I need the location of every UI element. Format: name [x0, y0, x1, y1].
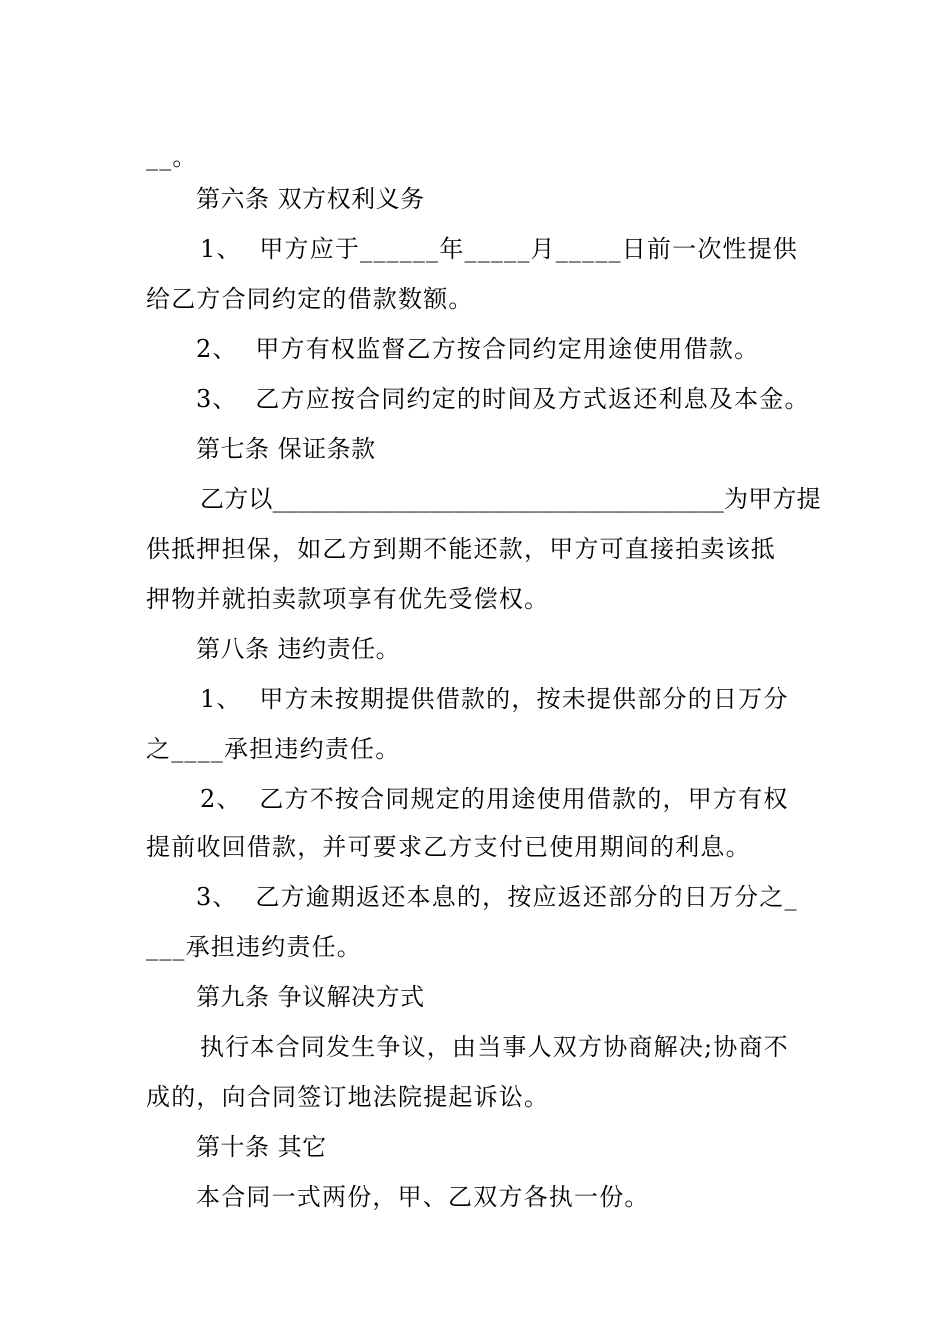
text-line: 3、 乙方逾期返还本息的，按应返还部分的日万分之_: [196, 883, 798, 911]
text-line: 本合同一式两份，甲、乙双方各执一份。: [196, 1183, 650, 1211]
text-line: 成的，向合同签订地法院提起诉讼。: [146, 1083, 550, 1111]
text-line: 供抵押担保，如乙方到期不能还款，甲方可直接拍卖该抵: [146, 535, 776, 563]
text-line: ___承担违约责任。: [146, 933, 362, 961]
text-line: 1、 甲方未按期提供借款的，按未提供部分的日万分: [200, 685, 789, 713]
text-line: 乙方以_____________________________________为甲方提: [200, 485, 821, 513]
article-8-heading: 第八条 违约责任。: [196, 635, 401, 663]
article-10-heading: 第十条 其它: [196, 1133, 327, 1161]
text-line: 2、 乙方不按合同规定的用途使用借款的，甲方有权: [200, 785, 789, 813]
article-7-heading: 第七条 保证条款: [196, 435, 376, 463]
text-line: 3、 乙方应按合同约定的时间及方式返还利息及本金。: [196, 385, 810, 413]
text-line: __。: [146, 143, 198, 171]
text-line: 之____承担违约责任。: [146, 735, 401, 763]
text-line: 2、 甲方有权监督乙方按合同约定用途使用借款。: [196, 335, 760, 363]
text-line: 提前收回借款，并可要求乙方支付已使用期间的利息。: [146, 833, 751, 861]
article-9-heading: 第九条 争议解决方式: [196, 983, 425, 1011]
text-line: 1、 甲方应于______年_____月_____日前一次性提供: [200, 235, 799, 263]
text-line: 押物并就拍卖款项享有优先受偿权。: [146, 585, 550, 613]
article-6-heading: 第六条 双方权利义务: [196, 185, 425, 213]
text-line: 执行本合同发生争议，由当事人双方协商解决;协商不: [200, 1033, 789, 1061]
text-line: 给乙方合同约定的借款数额。: [146, 285, 474, 313]
